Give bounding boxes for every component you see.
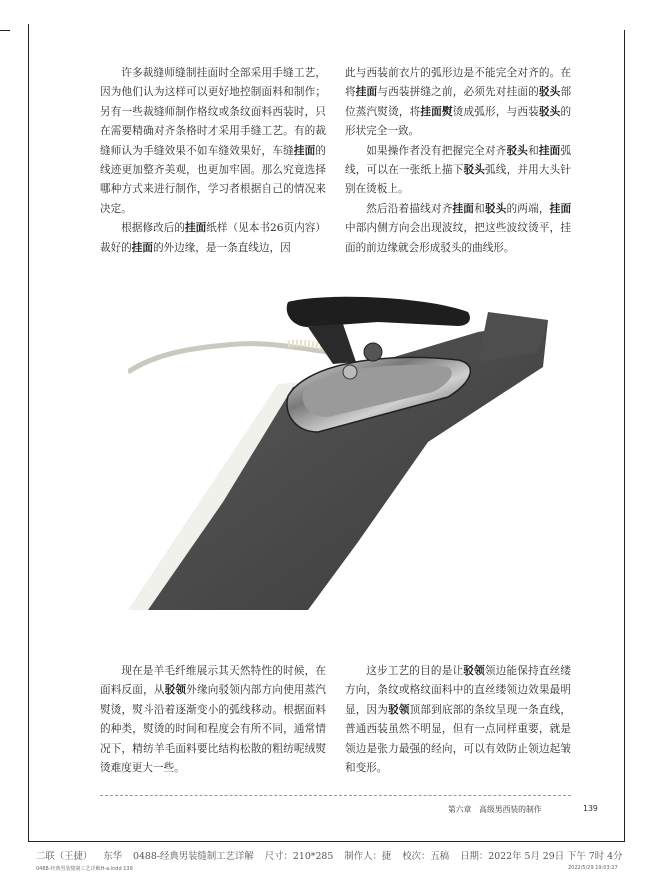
text-column-bottom-left xyxy=(100,662,326,778)
slug-item: 二联（王捷） xyxy=(36,851,93,862)
chapter-title: 第六章 高级男西装的制作 xyxy=(448,805,542,814)
crop-mark-left-vertical xyxy=(28,30,29,842)
slug-item: 日期：2022年 5月 29日 下午 7时 4分 xyxy=(460,851,623,862)
slug-item: 尺寸：210*285 xyxy=(264,851,334,862)
page-number: 139 xyxy=(583,804,598,813)
crop-mark-bottom-rule xyxy=(28,841,625,842)
slug-item: 制作人：捷 xyxy=(344,851,392,862)
paragraph: 许多裁缝师缝制挂面时全部采用手缝工艺，因为他们认为这样可以更好地控制面料和制作；另有一些裁缝师制作格纹或条纹面料西装时，只在需要精确对齐条格时才采用手缝工艺。有的裁缝师认为手缝效果不如车缝效果好，车缝挂面的线迹更加整齐美观，也更加牢固。那么究竟选择哪种方式来进行制作，学习者根据自己的情况来决定。 xyxy=(100,67,327,215)
slug-item: 0488-经典男装缝制工艺详解 xyxy=(133,851,254,862)
text-column-top-left xyxy=(100,64,326,258)
thermostat-dial xyxy=(364,343,382,361)
crop-mark-right-vertical xyxy=(624,30,625,842)
iron-handle xyxy=(287,297,470,327)
slug-timestamp: 2022/5/29 19:03:27 xyxy=(568,865,618,871)
paragraph: 此与西装前衣片的弧形边是不能完全对齐的。在将挂面与西装拼缝之前，必须先对挂面的驳头部位蒸汽熨烫，将挂面熨烫成弧形，与西装驳头的形状完全一致。 xyxy=(345,67,572,138)
steam-knob xyxy=(343,365,357,379)
paragraph: 然后沿着描线对齐挂面和驳头的两端，挂面中部内侧方向会出现波纹，把这些波纹烫平，挂面的前边缘就会形成驳头的曲线形。 xyxy=(345,202,572,254)
iron-pressing-photo xyxy=(128,292,548,610)
paragraph: 根据修改后的挂面纸样（见本书26页内容）裁好的挂面的外边缘，是一条直线边，因 xyxy=(100,222,327,254)
footer-dashed-rule xyxy=(100,795,571,796)
slug-item: 校次：五稿 xyxy=(402,851,450,862)
iron-cord xyxy=(128,344,328,372)
slug-filename: 0488-经典男装缝制工艺详解H-a.indd 139 xyxy=(36,866,133,872)
text-column-top-right xyxy=(345,64,571,258)
crop-mark-left-short xyxy=(0,30,10,31)
paragraph: 现在是羊毛纤维展示其天然特性的时候，在面料反面，从驳领外缘向驳领内部方向使用蒸汽熨烫，熨斗沿着逐渐变小的弧线移动。根据面料的种类，熨烫的时间和程度会有所不同，通常情况下，精纺羊毛面料要比结构松散的粗纺呢绒熨烫难度更大一些。 xyxy=(100,665,327,775)
text-column-bottom-right xyxy=(345,662,571,778)
print-slug xyxy=(36,848,630,862)
slug-item: 东华 xyxy=(103,851,123,862)
paragraph: 这步工艺的目的是让驳领领边能保持直丝缕方向，条纹或格纹面料中的直丝缕领边效果最明显，因为驳领顶部到底部的条纹呈现一条直线，普通西装虽然不明显，但有一点同样重要，就是领边是张力最强的经向，可以有效防止领边起皱和变形。 xyxy=(345,665,572,775)
paragraph: 如果操作者没有把握完全对齐驳头和挂面弧线，可以在一张纸上描下驳头弧线，并用大头针别在烫板上。 xyxy=(345,144,572,196)
handle-post xyxy=(308,324,356,364)
